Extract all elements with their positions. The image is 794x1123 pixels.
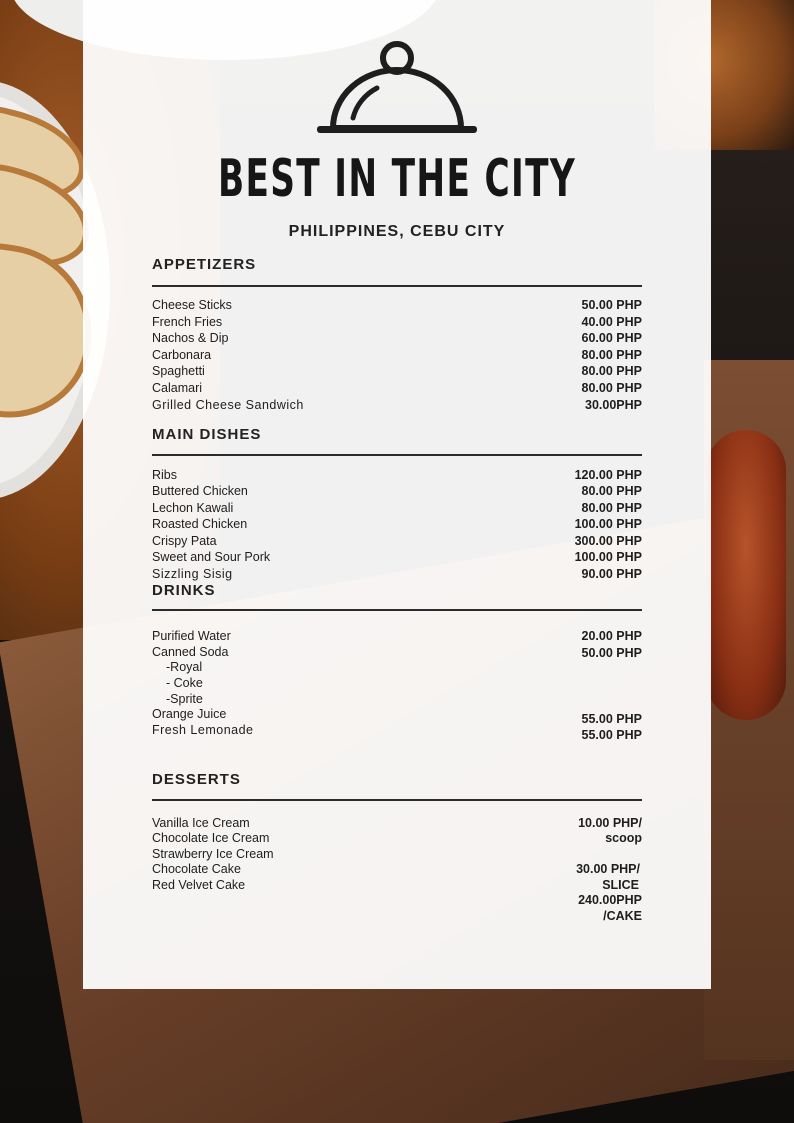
menu-item-name: Roasted Chicken [152,517,248,531]
menu-item-name: Purified Water [152,629,231,643]
menu-item-name: Chocolate Cake [152,862,241,876]
menu-item-price: 300.00 PHP [574,534,642,548]
menu-item-price: 80.00 PHP [581,364,642,378]
soda-option: -Sprite [166,692,203,706]
menu-item-price: 80.00 PHP [581,484,642,498]
divider [152,454,642,456]
menu-item-name: Carbonara [152,348,212,362]
menu-item-name: French Fries [152,315,223,329]
divider [152,609,642,611]
section-title-appetizers: APPETIZERS [152,256,257,273]
menu-item-price: 240.00PHP [578,893,642,907]
menu-item-name: Strawberry Ice Cream [152,847,274,861]
menu-item-price: 50.00 PHP [581,298,642,312]
menu-item-name: Spaghetti [152,364,205,378]
section-title-desserts: DESSERTS [152,771,241,788]
divider [152,799,642,801]
menu-title: BEST IN THE CITY [218,149,576,209]
menu-item-price: 10.00 PHP/ [578,816,642,830]
menu-item-price: 30.00 PHP/ [576,862,640,876]
menu-item-price-unit: /CAKE [603,909,642,923]
section-title-main-dishes: MAIN DISHES [152,426,262,443]
menu-item-name: Cheese Sticks [152,298,232,312]
menu-item-price: 55.00 PHP [581,712,642,726]
menu-subtitle: PHILIPPINES, CEBU CITY [288,223,506,240]
menu-item-name: Orange Juice [152,707,227,721]
menu-item-price-unit: SLICE [602,878,639,892]
menu-item-price: 30.00PHP [585,398,642,412]
menu-item-name: Ribs [152,468,178,482]
soda-option: -Royal [166,660,203,674]
menu-item-name: Crispy Pata [152,534,217,548]
menu-item-price: 120.00 PHP [574,468,642,482]
menu-item-price: 100.00 PHP [574,550,642,564]
menu-item-name: Sizzling Sisig [152,567,233,581]
menu-item-price: 90.00 PHP [581,567,642,581]
menu-item-price: 50.00 PHP [581,646,642,660]
soda-option: - Coke [166,676,203,690]
menu-item-price: 40.00 PHP [581,315,642,329]
menu-item-name: Lechon Kawali [152,501,234,515]
menu-item-price: 55.00 PHP [581,728,642,742]
divider [152,285,642,287]
section-title-drinks: DRINKS [152,582,216,599]
menu-item-name: Canned Soda [152,645,229,659]
menu-item-name: Vanilla Ice Cream [152,816,250,830]
menu-item-name: Red Velvet Cake [152,878,246,892]
menu-item-name: Fresh Lemonade [152,723,254,737]
menu-item-price: 60.00 PHP [581,331,642,345]
menu-item-name: Sweet and Sour Pork [152,550,271,564]
menu-item-price: 80.00 PHP [581,501,642,515]
food-cloche-icon [315,40,479,136]
menu-item-name: Nachos & Dip [152,331,229,345]
menu-item-price: 100.00 PHP [574,517,642,531]
menu-item-price: 20.00 PHP [581,629,642,643]
menu-panel [83,0,711,989]
menu-item-price: 80.00 PHP [581,348,642,362]
menu-item-price-unit: scoop [605,831,642,845]
menu-item-name: Chocolate Ice Cream [152,831,270,845]
menu-item-name: Grilled Cheese Sandwich [152,398,304,412]
menu-item-name: Calamari [152,381,203,395]
menu-item-name: Buttered Chicken [152,484,248,498]
menu-item-price: 80.00 PHP [581,381,642,395]
